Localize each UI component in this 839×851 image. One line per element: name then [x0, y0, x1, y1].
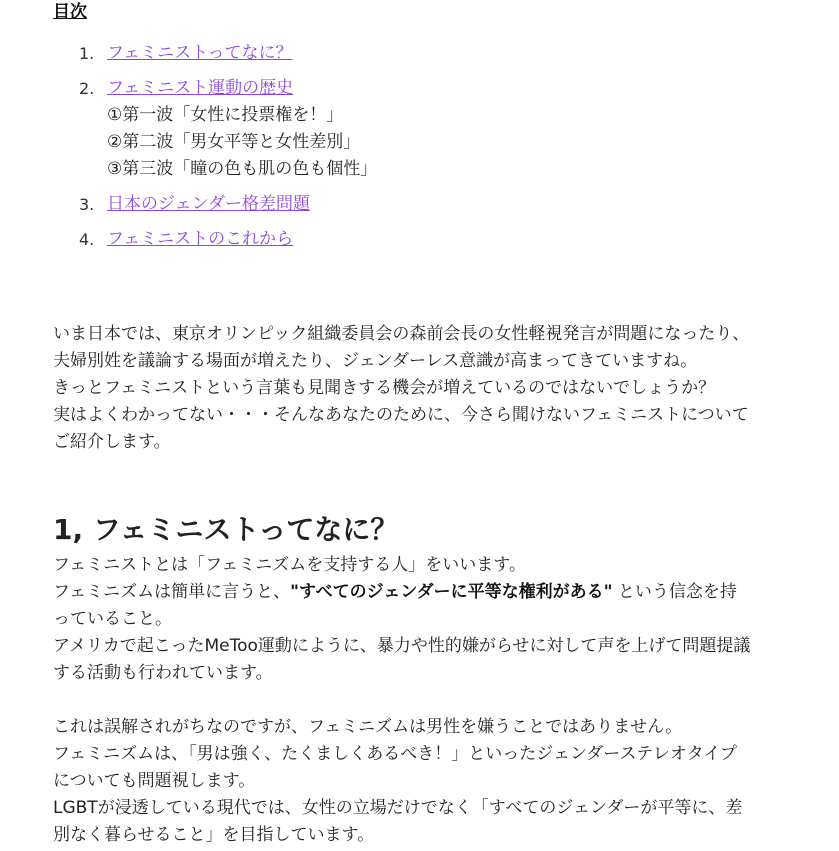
intro-line: いま日本では、東京オリンピック組織委員会の森前会長の女性軽視発言が問題になったり、 [53, 324, 750, 344]
toc-subitem-second-wave: ②第二波「男女平等と女性差別」 [107, 132, 361, 152]
toc-link-future[interactable]: フェミニストのこれから [107, 229, 294, 249]
toc-item-2 [53, 75, 377, 183]
body-text: フェミニズムは簡単に言うと、 [53, 582, 291, 602]
intro-line: 実はよくわかってない・・・そんなあなたのために、今さら聞けないフェミニストについて [53, 405, 749, 425]
emphasis-text: "すべてのジェンダーに平等な権利がある" [290, 582, 613, 602]
intro-line: ご紹介します。 [53, 432, 171, 452]
section-title: 1, フェミニストってなに？ [53, 513, 399, 546]
toc-number: 3. [79, 195, 95, 214]
body-line: LGBTが浸透している現代では、女性の立場だけでなく「すべてのジェンダーが平等に、差 [53, 798, 743, 818]
toc-item-3 [53, 191, 377, 218]
toc-number: 2. [79, 79, 95, 98]
toc-number: 4. [79, 230, 95, 249]
intro-line: 夫婦別姓を議論する場面が増えたり、ジェンダーレス意識が高まってきていますね。 [53, 351, 698, 371]
section-body [53, 552, 750, 849]
body-line: フェミニストとは「フェミニズムを支持する人」をいいます。 [53, 555, 526, 575]
body-line [53, 579, 750, 606]
toc-number: 1. [79, 44, 95, 63]
body-line: 別なく暮らせること」を目指しています。 [53, 825, 375, 845]
toc-heading: 目次 [53, 2, 87, 22]
body-line: する活動も行われています。 [53, 663, 273, 683]
toc-subitem-first-wave: ①第一波「女性に投票権を！」 [107, 105, 344, 125]
body-line: っていること。 [53, 609, 172, 629]
body-line: フェミニズムは、「男は強く、たくましくあるべき！」といったジェンダーステレオタイプ [53, 744, 737, 764]
intro-paragraph [53, 321, 749, 456]
toc-item-1 [53, 40, 377, 67]
table-of-contents [53, 40, 377, 261]
toc-subitem-third-wave: ③第三波「瞳の色も肌の色も個性」 [107, 159, 378, 179]
toc-link-what-is-feminist[interactable]: フェミニストってなに？ [107, 43, 293, 63]
body-line: についても問題視します。 [53, 771, 256, 791]
body-text: という信念を持 [612, 582, 737, 602]
body-line: アメリカで起こったMeToo運動にように、暴力や性的嫌がらせに対して声を上げて問題提議 [53, 636, 751, 656]
toc-item-4 [53, 226, 377, 253]
toc-link-history[interactable]: フェミニスト運動の歴史 [107, 78, 294, 98]
body-line: これは誤解されがちなのですが、フェミニズムは男性を嫌うことではありません。 [53, 717, 683, 737]
toc-link-gender-gap[interactable]: 日本のジェンダー格差問題 [107, 194, 310, 214]
paragraph-gap [53, 687, 750, 714]
intro-line: きっとフェミニストという言葉も見聞きする機会が増えているのではないでしょうか？ [53, 378, 716, 398]
